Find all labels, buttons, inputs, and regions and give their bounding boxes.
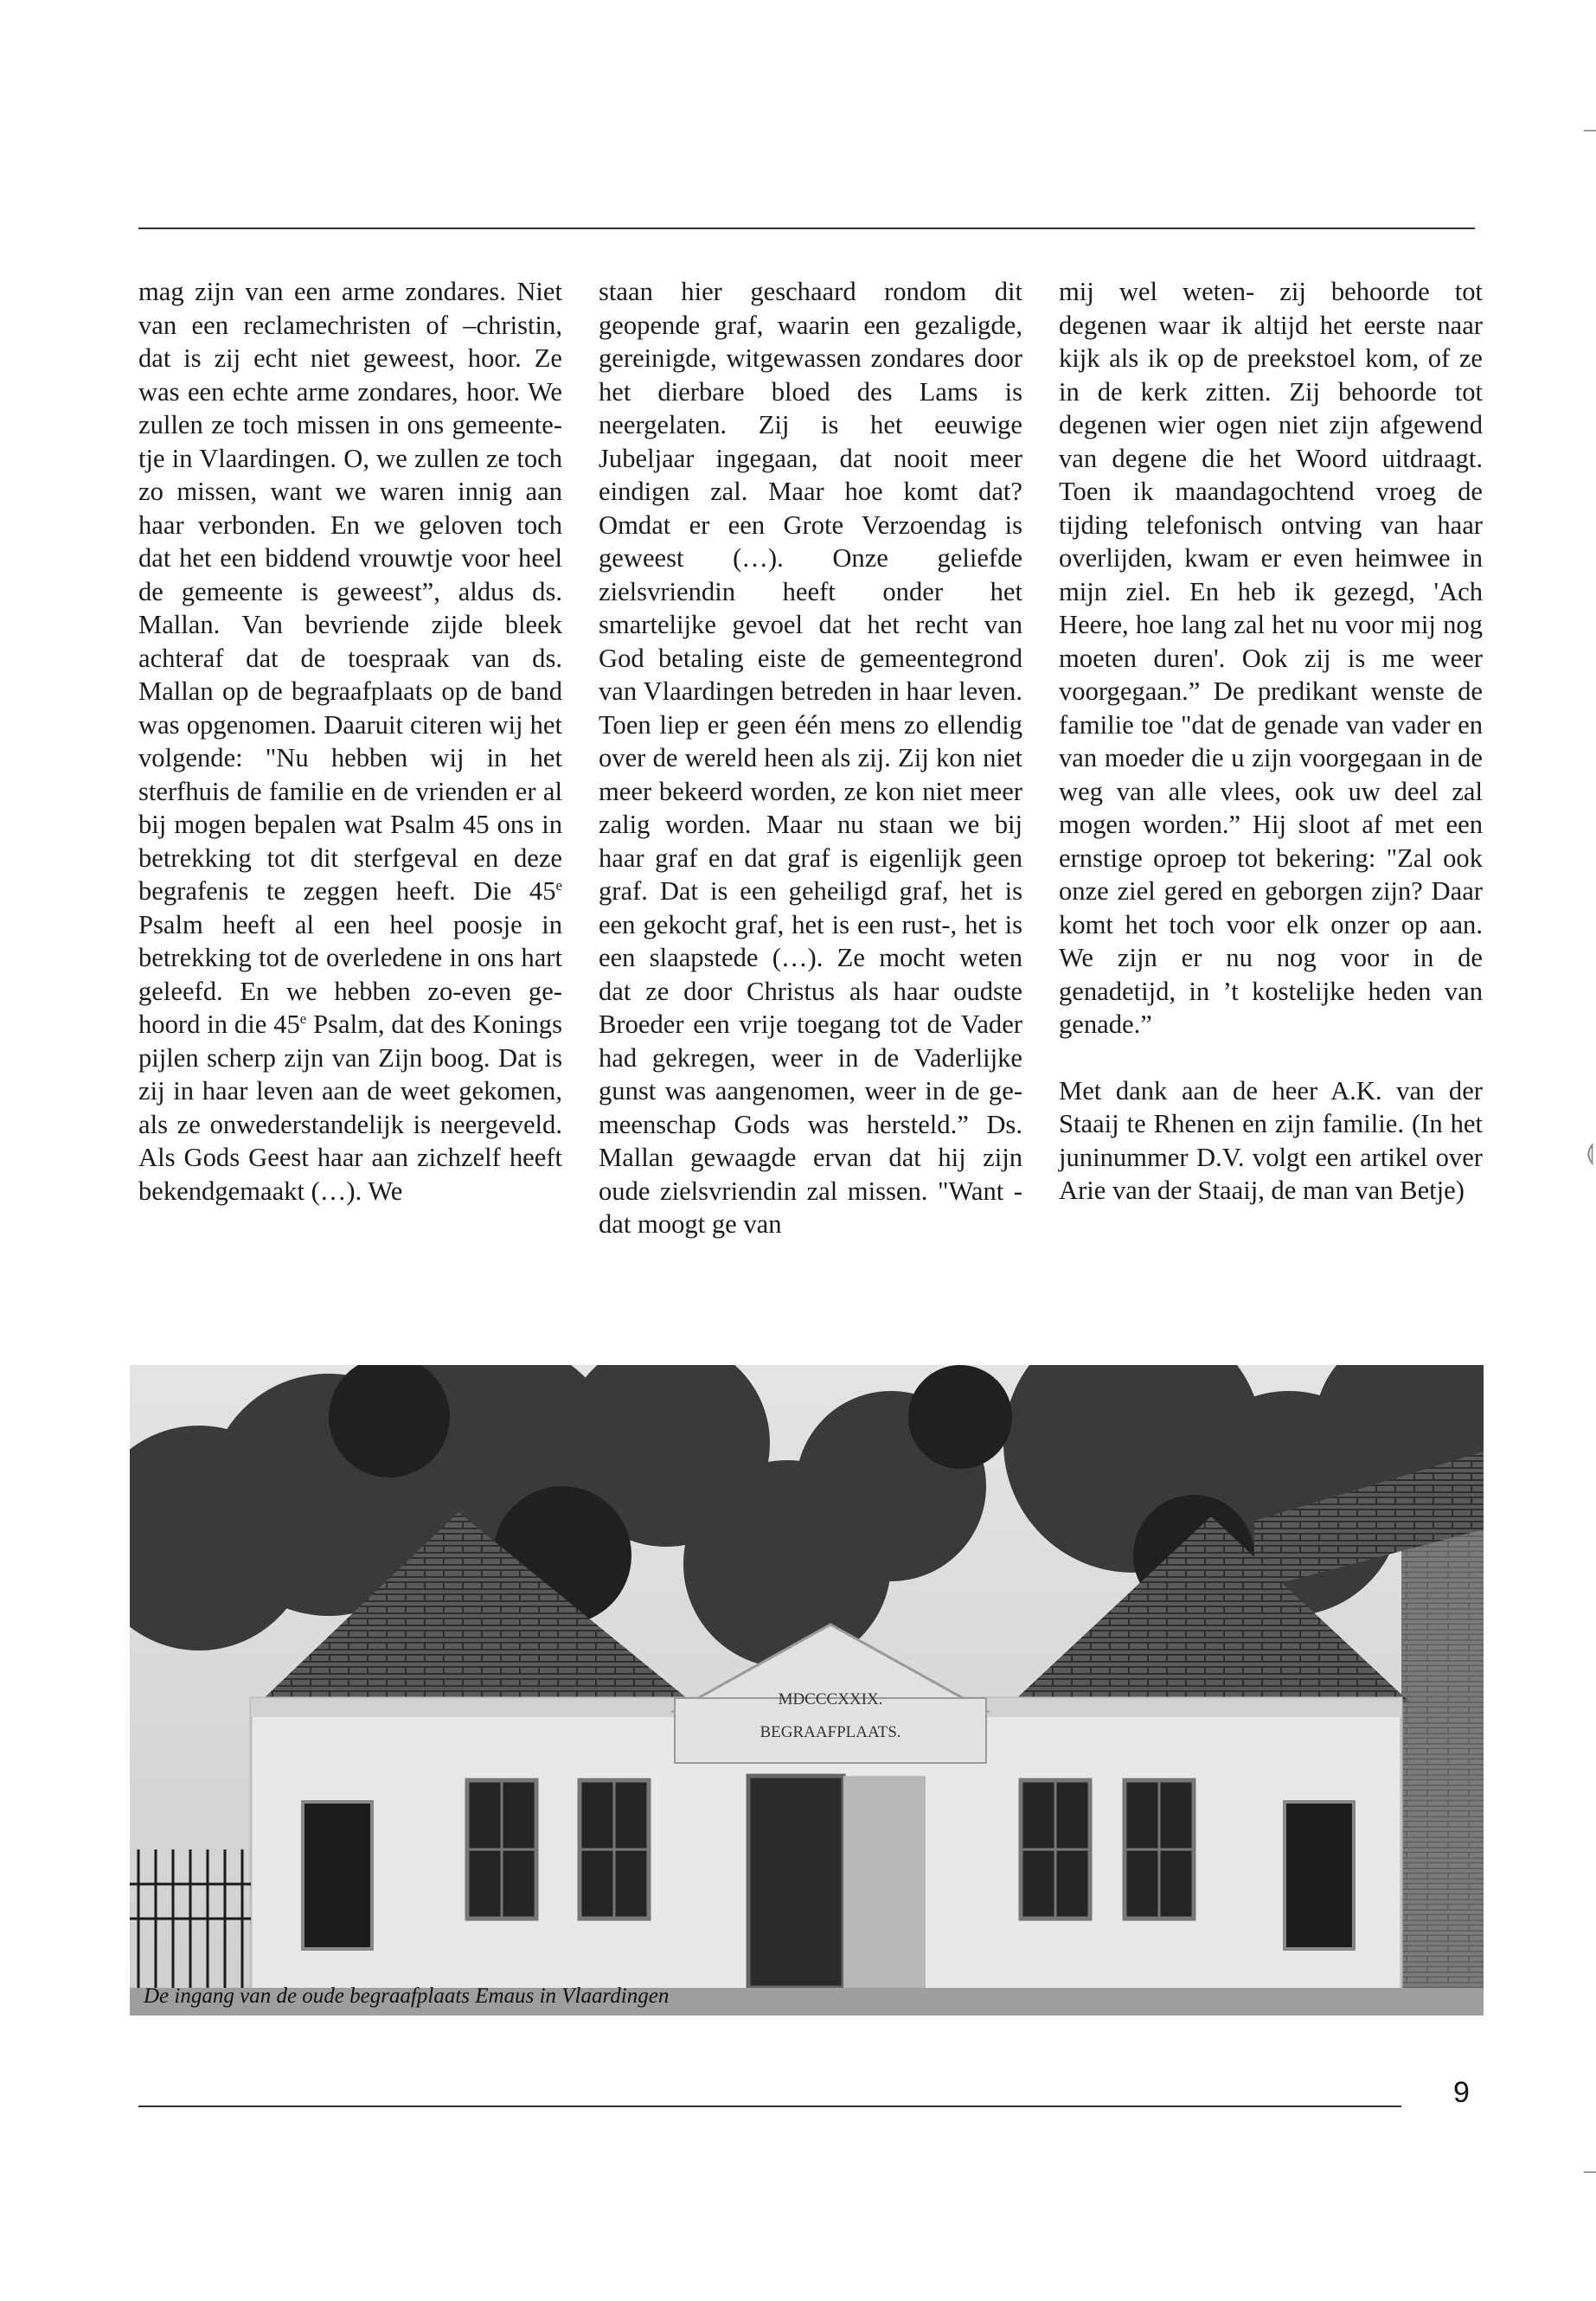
column-1-paragraph	[138, 275, 562, 1208]
column-3-paragraph: mij wel weten- zij behoorde tot degenen waar ik altijd het eerste naar kijk als ik op de preekstoel kom, of ze in de kerk zitten. Zij behoorde tot degenen wier ogen niet zijn afgewend van degene die het Woord uitdraagt. Toen ik maandagochtend vroeg de tijding telefonisch ontving van haar overlijden, kwam er even heimwee in mijn ziel. En heb ik gezegd, 'Ach Heere, hoe lang zal het nu voor mij nog moeten duren'. Ook zij is me weer voorgegaan.” De predikant wenste de familie toe "dat de genade van vader en van moeder die u zijn voorgegaan in de weg van alle vlees, ook uw deel zal mogen worden.” Hij sloot af met een ernstige oproep tot bekering: "Zal ook onze ziel gered en geborgen zijn? Daar komt het toch voor elk onzer op aan. We zijn er nu nog voor in de genadetijd, in ’t kostelijke heden van genade.”	[1059, 277, 1483, 1039]
column-3	[1059, 275, 1483, 1343]
pediment-year: MDCCCXXIX.	[778, 1690, 883, 1708]
superscript-e: e	[555, 876, 562, 894]
footer-rule	[138, 2106, 1401, 2107]
column-1-text-c: Psalm, dat des Konings pijlen scherp zijn van Zijn boog. Dat is zij in haar leven aan de weet gekomen, als ze onwederstandelijk is neergeveld. Als Gods Geest haar aan zichzelf heeft bekendgemaakt (…). We	[138, 1009, 562, 1206]
header-rule	[138, 228, 1475, 229]
column-2-paragraph: staan hier geschaard rondom dit geopende graf, waarin een gezaligde, gereinigde, witgewassen zondares door het dierbare bloed des Lams is neergelaten. Zij is het eeuwige Jubeljaar ingegaan, dat nooit meer eindigen zal. Maar hoe komt dat? Omdat er een Grote Verzoendag is geweest (…). Onze geliefde zielsvriendin heeft onder het smartelijke gevoel dat het recht van God betaling eiste de gemeentegrond van Vlaardingen betreden in haar leven. Toen liep er geen één mens zo ellendig over de wereld heen als zij. Zij kon niet meer bekeerd worden, ze kon niet meer zalig worden. Maar nu staan we bij haar graf en dat graf is eigenlijk geen graf. Dat is een geheiligd graf, het is een gekocht graf, het is een rust-, het is een slaapstede (…). Ze mocht weten dat ze door Christus als haar oudste Broeder een vrije toegang tot de Vader had gekregen, weer in de Vaderlijke gunst was aangenomen, weer in de gemeenschap Gods was hersteld.” Ds. Mallan gewaagde ervan dat hij zijn oude zielsvriendin zal missen. "Want -dat moogt ge van	[599, 277, 1022, 1239]
registration-mark-icon: ⟬	[1586, 1140, 1594, 1165]
superscript-e: e	[299, 1009, 307, 1027]
cemetery-entrance-photo	[130, 1365, 1484, 2016]
page-number: 9	[1453, 2076, 1470, 2109]
column-1	[138, 275, 562, 1343]
crop-mark-bottom	[1584, 2171, 1596, 2173]
column-2	[599, 275, 1022, 1343]
pediment-inscription: BEGRAAFPLAATS.	[760, 1723, 901, 1741]
acknowledgement-paragraph: Met dank aan de heer A.K. van der Staaij te Rhenen en zijn familie. (In het juninummer D.V. volgt een artikel over Arie van der Staaij, de man van Betje)	[1059, 1075, 1483, 1205]
brick-wall	[1401, 1503, 1484, 1988]
crop-mark-top	[1584, 130, 1596, 131]
photo-illustration	[130, 1365, 1484, 2016]
column-1-text-a: mag zijn van een arme zondares. Niet van een reclamechristen of –christin, dat is zij echt niet geweest, hoor. Ze was een echte arme zondares, hoor. We zullen ze toch missen in ons gemeentetje in Vlaardingen. O, we zullen ze toch zo missen, want we waren innig aan haar verbonden. En we geloven toch dat het een biddend vrouwtje voor heel de gemeente is geweest”, aldus ds. Mallan. Van bevriende zijde bleek achteraf dat de toespraak van ds. Mallan op de begraafplaats op de band was opgenomen. Daaruit citeren wij het volgende: "Nu hebben wij in het sterfhuis de familie en de vrienden er al bij mogen bepalen wat Psalm 45 ons in betrekking tot dit sterfgeval en deze begrafenis te zeggen heeft. Die 45	[138, 277, 562, 906]
column-1-text-b: Psalm heeft al een heel poosje in betrekking tot de overledene in ons hart geleefd. En we hebben zo-even gehoord in die 45	[138, 909, 562, 1039]
article-columns	[138, 275, 1484, 1343]
photo-caption: De ingang van de oude begraafplaats Emaus in Vlaardingen	[144, 1984, 670, 2008]
